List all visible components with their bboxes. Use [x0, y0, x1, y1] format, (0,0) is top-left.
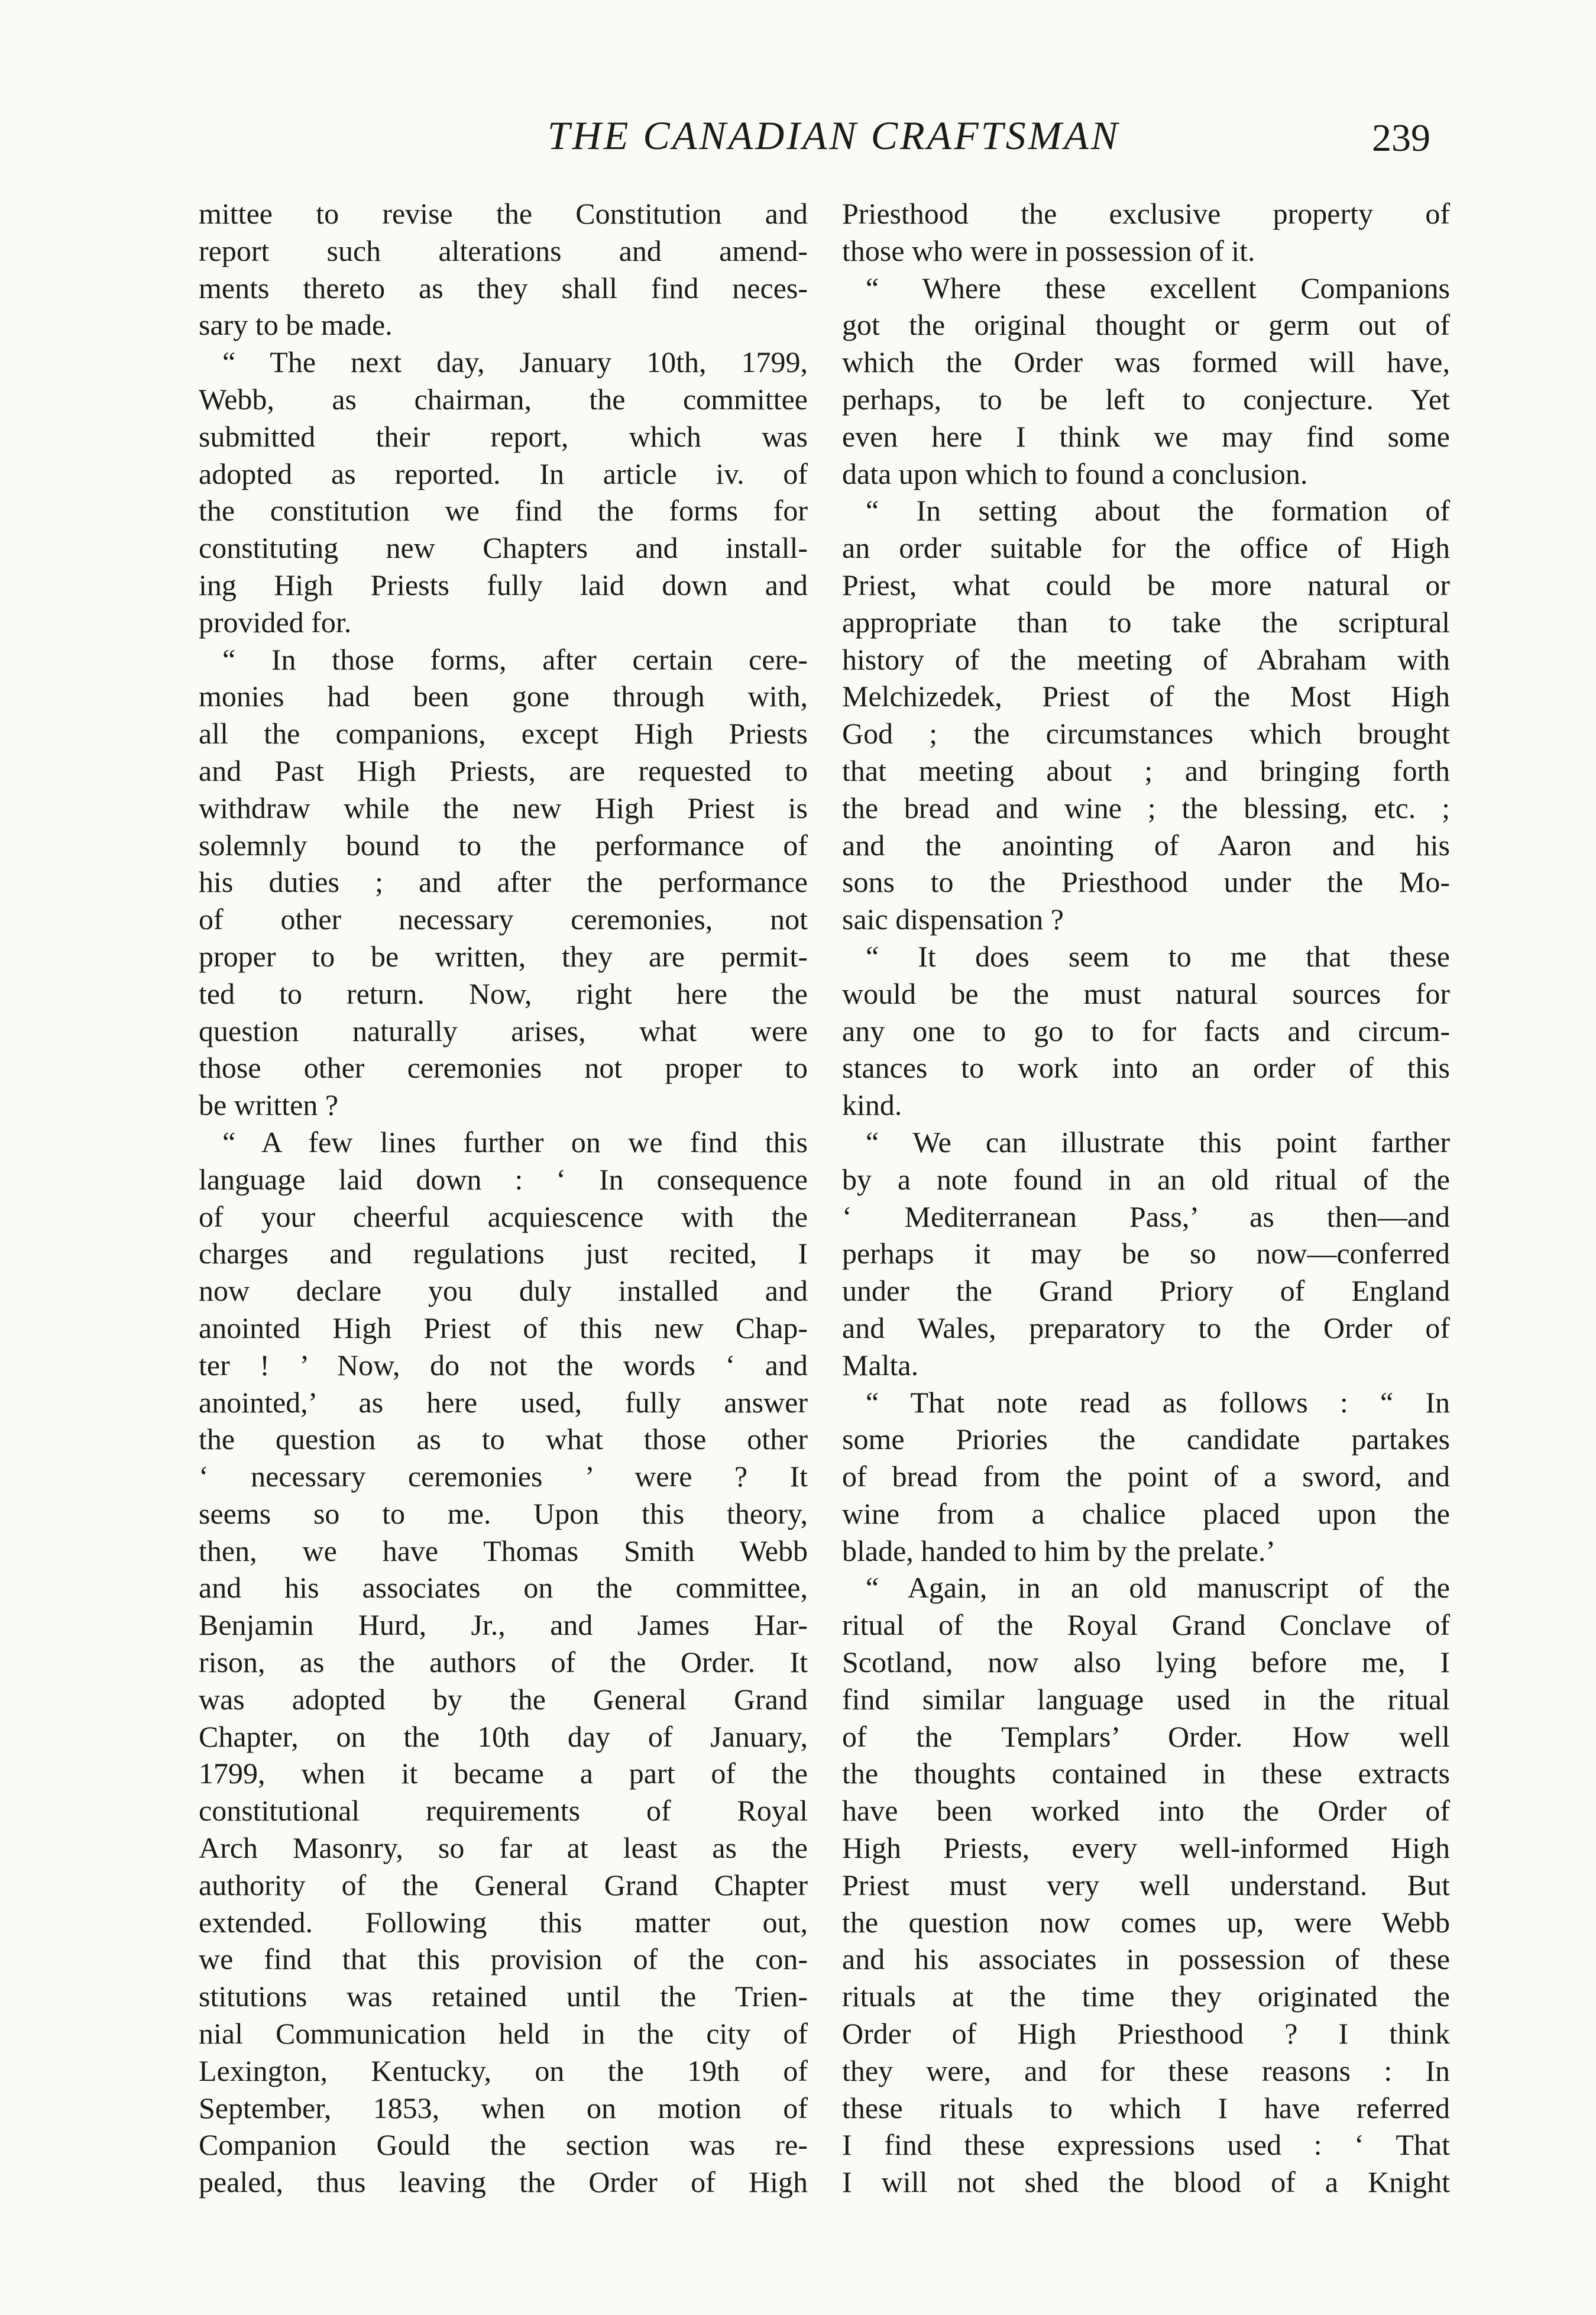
text-line: those who were in possession of it. — [842, 234, 1255, 267]
text-line: Webb, as chairman, the committee — [199, 382, 808, 416]
text-line: ing High Priests fully laid down and — [199, 568, 808, 602]
text-line: and Wales, preparatory to the Order of — [842, 1311, 1450, 1344]
text-line: rison, as the authors of the Order. It — [199, 1645, 808, 1679]
text-line: provided for. — [199, 605, 352, 639]
text-line: nial Communication held in the city of — [199, 2017, 808, 2051]
text-line: Companion Gould the section was re- — [199, 2128, 808, 2162]
text-line: rituals at the time they originated the — [842, 1980, 1450, 2013]
text-line: seems so to me. Upon this theory, — [199, 1496, 808, 1530]
text-line: mittee to revise the Constitution and — [199, 197, 808, 230]
text-line: which the Order was formed will have, — [842, 345, 1450, 379]
text-line: have been worked into the Order of — [842, 1794, 1450, 1828]
text-line: ‘ necessary ceremonies ’ were ? It — [199, 1460, 808, 1493]
text-line: Priest, what could be more natural or — [842, 568, 1450, 602]
text-line: find similar language used in the ritual — [842, 1682, 1450, 1716]
text-line: the question now comes up, were Webb — [842, 1905, 1450, 1939]
left-column — [199, 195, 808, 2201]
text-line: “ That note read as follows : “ In — [866, 1385, 1450, 1419]
text-line: “ The next day, January 10th, 1799, — [222, 345, 808, 379]
text-line: be written ? — [199, 1088, 339, 1122]
text-line: some Priories the candidate partakes — [842, 1422, 1450, 1456]
text-line: appropriate than to take the scriptural — [842, 605, 1450, 639]
text-line: question naturally arises, what were — [199, 1014, 808, 1047]
text-line: of bread from the point of a sword, and — [842, 1460, 1450, 1493]
text-line: Scotland, now also lying before me, I — [842, 1645, 1450, 1679]
text-line: sary to be made. — [199, 308, 393, 342]
page-number: 239 — [1372, 117, 1430, 160]
text-line: Lexington, Kentucky, on the 19th of — [199, 2054, 808, 2087]
text-line: the bread and wine ; the blessing, etc. ; — [842, 791, 1450, 825]
text-line: charges and regulations just recited, I — [199, 1237, 808, 1270]
text-line: Priesthood the exclusive property of — [842, 197, 1450, 230]
text-line: sons to the Priesthood under the Mo- — [842, 865, 1450, 899]
text-line: now declare you duly installed and — [199, 1274, 808, 1308]
text-line: any one to go to for facts and circum- — [842, 1014, 1450, 1047]
text-line: the constitution we find the forms for — [199, 494, 808, 528]
text-line: withdraw while the new High Priest is — [199, 791, 808, 825]
text-line: would be the must natural sources for — [842, 977, 1450, 1010]
text-line: proper to be written, they are permit- — [199, 939, 808, 973]
text-line: kind. — [842, 1088, 902, 1122]
text-line: anointed High Priest of this new Chap- — [199, 1311, 808, 1344]
text-line: High Priests, every well-informed High — [842, 1831, 1450, 1865]
text-line: perhaps it may be so now—conferred — [842, 1237, 1450, 1270]
text-line: they were, and for these reasons : In — [842, 2054, 1450, 2087]
text-line: authority of the General Grand Chapter — [199, 1868, 808, 1902]
text-line: Order of High Priesthood ? I think — [842, 2017, 1450, 2051]
text-line: Benjamin Hurd, Jr., and James Har- — [199, 1608, 808, 1642]
text-line: “ Where these excellent Companions — [866, 271, 1450, 305]
text-line: ter ! ’ Now, do not the words ‘ and — [199, 1348, 808, 1382]
text-line: language laid down : ‘ In consequence — [199, 1162, 808, 1196]
text-line: of other necessary ceremonies, not — [199, 903, 808, 936]
text-line: “ In those forms, after certain cere- — [222, 642, 808, 676]
text-line: 1799, when it became a part of the — [199, 1757, 808, 1790]
text-line: report such alterations and amend- — [199, 234, 808, 267]
text-line: blade, handed to him by the prelate.’ — [842, 1534, 1276, 1567]
text-line: of your cheerful acquiescence with the — [199, 1199, 808, 1233]
text-line: and the anointing of Aaron and his — [842, 828, 1450, 862]
text-line: and his associates on the committee, — [199, 1571, 808, 1605]
text-line: “ We can illustrate this point farther — [866, 1125, 1450, 1159]
text-line: stances to work into an order of this — [842, 1051, 1450, 1085]
text-line: wine from a chalice placed upon the — [842, 1496, 1450, 1530]
text-line: ritual of the Royal Grand Conclave of — [842, 1608, 1450, 1642]
text-line: “ A few lines further on we find this — [222, 1125, 808, 1159]
text-line: by a note found in an old ritual of the — [842, 1162, 1450, 1196]
text-line: extended. Following this matter out, — [199, 1905, 808, 1939]
text-line: anointed,’ as here used, fully answer — [199, 1385, 808, 1419]
text-line: the thoughts contained in these extracts — [842, 1757, 1450, 1790]
text-line: “ It does seem to me that these — [866, 939, 1450, 973]
text-line: was adopted by the General Grand — [199, 1682, 808, 1716]
text-line: got the original thought or germ out of — [842, 308, 1450, 342]
text-line: an order suitable for the office of High — [842, 531, 1450, 565]
text-line: those other ceremonies not proper to — [199, 1051, 808, 1085]
text-line: ments thereto as they shall find neces- — [199, 271, 808, 305]
text-line: that meeting about ; and bringing forth — [842, 754, 1450, 787]
text-line: pealed, thus leaving the Order of High — [199, 2165, 808, 2199]
text-line: saic dispensation ? — [842, 903, 1064, 936]
right-column — [842, 195, 1450, 2201]
text-line: and Past High Priests, are requested to — [199, 754, 808, 787]
text-line: we find that this provision of the con- — [199, 1942, 808, 1976]
text-line: history of the meeting of Abraham with — [842, 642, 1450, 676]
text-line: solemnly bound to the performance of — [199, 828, 808, 862]
page-header — [0, 112, 1596, 166]
text-line: under the Grand Priory of England — [842, 1274, 1450, 1308]
text-line: constitutional requirements of Royal — [199, 1794, 808, 1828]
text-line: I will not shed the blood of a Knight — [842, 2165, 1450, 2199]
text-line: of the Templars’ Order. How well — [842, 1719, 1450, 1753]
text-line: data upon which to found a conclusion. — [842, 457, 1308, 490]
text-line: Chapter, on the 10th day of January, — [199, 1719, 808, 1753]
text-line: all the companions, except High Priests — [199, 717, 808, 751]
text-line: I find these expressions used : ‘ That — [842, 2128, 1450, 2162]
text-line: ‘ Mediterranean Pass,’ as then—and — [842, 1199, 1450, 1233]
text-line: these rituals to which I have referred — [842, 2091, 1450, 2125]
text-line: constituting new Chapters and install- — [199, 531, 808, 565]
text-line: and his associates in possession of these — [842, 1942, 1450, 1976]
text-line: ted to return. Now, right here the — [199, 977, 808, 1010]
text-line: Arch Masonry, so far at least as the — [199, 1831, 808, 1865]
text-line: “ In setting about the formation of — [866, 494, 1450, 528]
text-line: submitted their report, which was — [199, 419, 808, 453]
text-line: monies had been gone through with, — [199, 680, 808, 713]
text-line: the question as to what those other — [199, 1422, 808, 1456]
text-line: Malta. — [842, 1348, 919, 1382]
text-line: “ Again, in an old manuscript of the — [866, 1571, 1450, 1605]
text-line: then, we have Thomas Smith Webb — [199, 1534, 808, 1567]
text-line: September, 1853, when on motion of — [199, 2091, 808, 2125]
running-title: THE CANADIAN CRAFTSMAN — [547, 113, 1121, 158]
text-line: adopted as reported. In article iv. of — [199, 457, 808, 490]
text-line: perhaps, to be left to conjecture. Yet — [842, 382, 1450, 416]
text-line: Priest must very well understand. But — [842, 1868, 1450, 1902]
text-line: stitutions was retained until the Trien- — [199, 1980, 808, 2013]
text-line: God ; the circumstances which brought — [842, 717, 1450, 751]
text-line: even here I think we may find some — [842, 419, 1450, 453]
text-line: Melchizedek, Priest of the Most High — [842, 680, 1450, 713]
text-line: his duties ; and after the performance — [199, 865, 808, 899]
